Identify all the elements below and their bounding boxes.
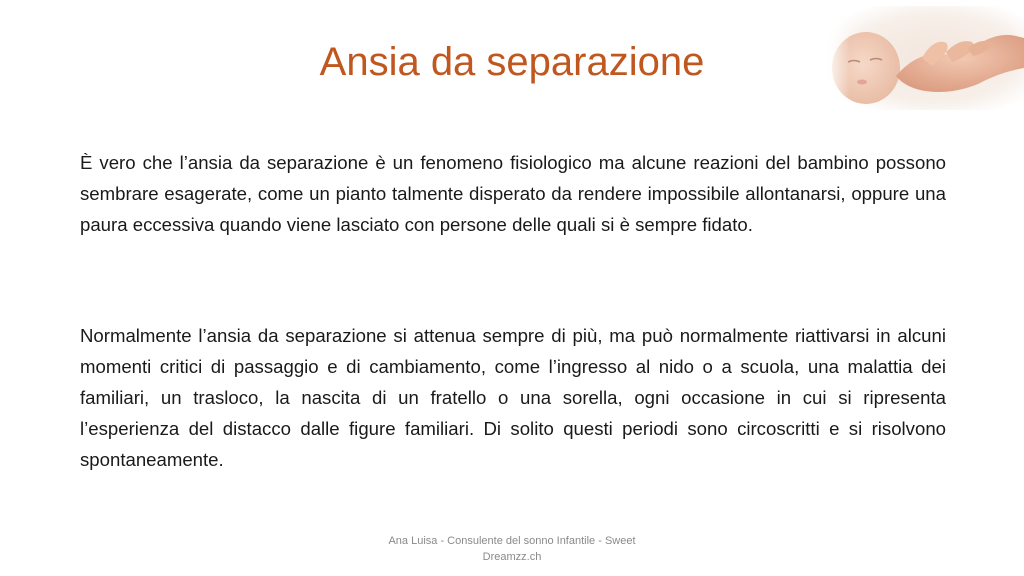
slide-title: Ansia da separazione <box>319 40 705 84</box>
paragraph-1: È vero che l’ansia da separazione è un fenomeno fisiologico ma alcune reazioni del bambino possono sembrare esagerate, come un pianto talmente disperato da rendere impossibile allontanarsi, oppure una paura eccessiva quando viene lasciato con persone delle quali si è sempre fidato. <box>80 152 946 235</box>
paragraph-2: Normalmente l’ansia da separazione si attenua sempre di più, ma può normalmente riattivarsi in alcuni momenti critici di passaggio e di cambiamento, come l’ingresso al nido o a scuola, una malattia dei familiari, un trasloco, la nascita di un fratello o una sorella, ogni occasione in cui si ripresenta l’esperienza del distacco dalle figure familiari. Di solito questi periodi sono circoscritti e si risolvono spontaneamente. <box>80 325 946 470</box>
slide-footer: Ana Luisa - Consulente del sonno Infantile - Sweet Dreamzz.ch <box>388 535 636 563</box>
